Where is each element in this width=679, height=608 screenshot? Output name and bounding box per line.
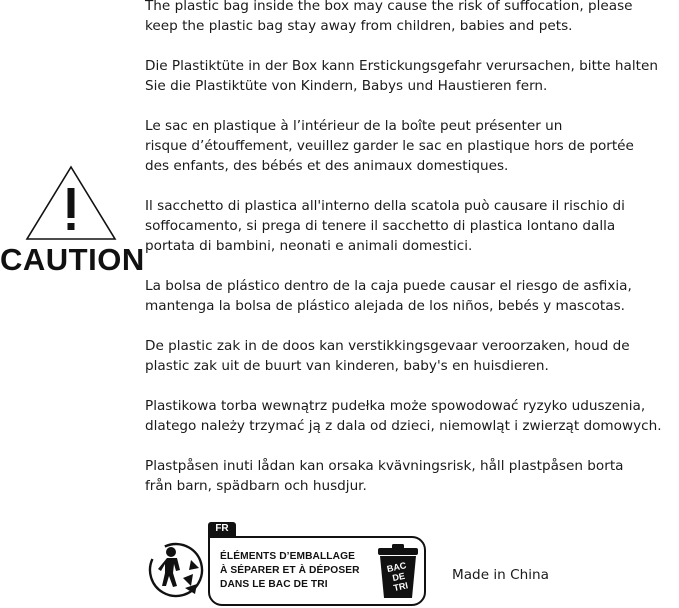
paragraph-line: Die Plastiktüte in der Box kann Erstickungsgefahr verursachen, bitte halten (145, 58, 658, 74)
recycling-bin-icon (374, 544, 422, 600)
paragraph-line: des enfants, des bébés et des animaux domestiques. (145, 158, 509, 174)
paragraph-line: Sie die Plastiktüte von Kindern, Babys und Haustieren fern. (145, 78, 548, 94)
fr-country-tab: FR (208, 522, 236, 536)
paragraph-line: från barn, spädbarn och husdjur. (145, 478, 367, 494)
paragraph-line: plastic zak uit de buurt van kinderen, baby's en huisdieren. (145, 358, 549, 374)
warning-paragraph-fr (145, 116, 679, 176)
recycling-footer (0, 520, 679, 608)
paragraph-line: La bolsa de plástico dentro de la caja puede causar el riesgo de asfixia, (145, 278, 632, 294)
triman-sorting-label (208, 536, 426, 606)
paragraph-line: keep the plastic bag stay away from children, babies and pets. (145, 18, 573, 34)
paragraph-line: mantenga la bolsa de plástico alejada de los niños, bebés y mascotas. (145, 298, 625, 314)
paragraph-line: Plastpåsen inuti lådan kan orsaka kvävningsrisk, håll plastpåsen borta (145, 458, 624, 474)
triman-line: À SÉPARER ET À DÉPOSER (220, 565, 360, 576)
warning-paragraph-pl (145, 396, 679, 436)
paragraph-line: Il sacchetto di plastica all'interno della scatola può causare il rischio di (145, 198, 625, 214)
paragraph-line: Plastikowa torba wewnątrz pudełka może spowodować ryzyko uduszenia, (145, 398, 646, 414)
bin-label-bac: BAC (385, 560, 408, 575)
warning-paragraph-it (145, 196, 679, 256)
paragraph-line: soffocamento, si prega di tenere il sacchetto di plastica lontano dalla (145, 218, 616, 234)
warning-paragraph-en (145, 0, 679, 36)
paragraph-line: De plastic zak in de doos kan verstikkingsgevaar veroorzaken, houd de (145, 338, 630, 354)
triman-recycle-icon (147, 540, 205, 600)
triman-line: DANS LE BAC DE TRI (220, 579, 328, 590)
warning-paragraph-sv (145, 456, 679, 496)
bin-label-de: DE (391, 570, 406, 584)
caution-label: CAUTION (0, 242, 145, 277)
warning-paragraph-nl (145, 336, 679, 376)
paragraph-line: The plastic bag inside the box may cause the risk of suffocation, please (145, 0, 633, 14)
paragraph-line: portata di bambini, neonati e animali domestici. (145, 238, 473, 254)
triman-line: ÉLÉMENTS D’EMBALLAGE (220, 551, 356, 562)
paragraph-line: risque d’étouffement, veuillez garder le sac en plastique hors de portée (145, 138, 634, 154)
paragraph-line: dlatego należy trzymać ją z dala od dzieci, niemowląt i zwierząt domowych. (145, 418, 662, 434)
paragraph-line: Le sac en plastique à l’intérieur de la boîte peut présenter un (145, 118, 563, 134)
made-in-label: Made in China (452, 567, 549, 583)
warning-paragraph-es (145, 276, 679, 316)
warning-paragraphs (145, 0, 679, 516)
triman-instructions (220, 550, 360, 592)
bin-label-tri: TRI (392, 580, 409, 594)
warning-triangle-icon (24, 164, 118, 242)
warning-paragraph-de (145, 56, 679, 96)
